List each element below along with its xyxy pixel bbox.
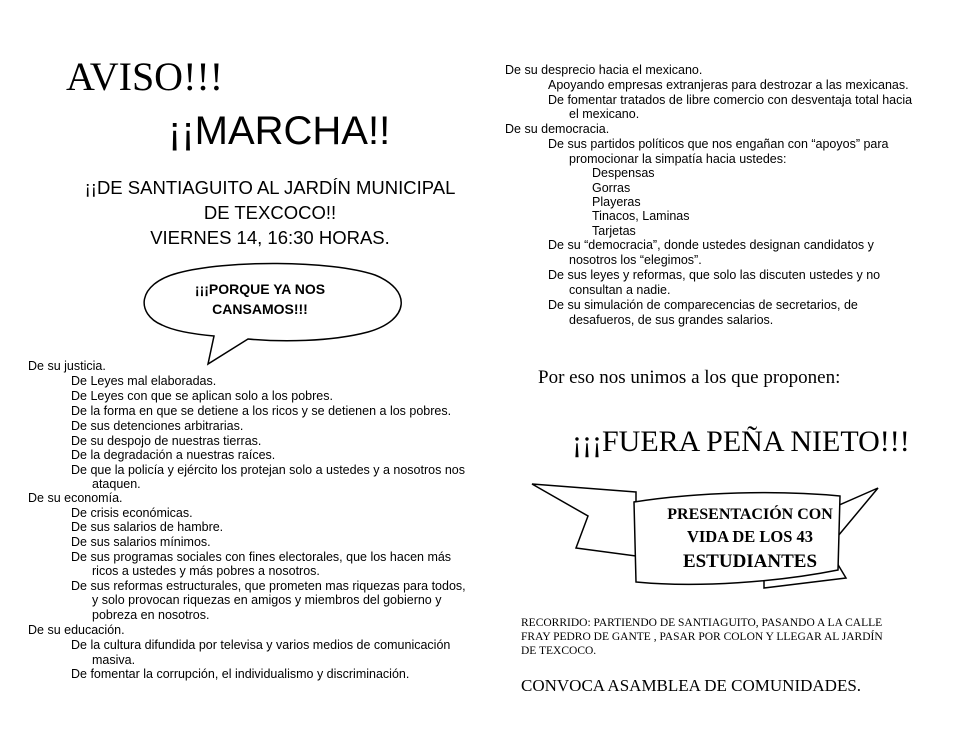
banner-line-1: PRESENTACIÓN CON bbox=[667, 506, 833, 523]
list-item: De que la policía y ejército los protejan solo a ustedes y a nosotros nos bbox=[71, 463, 465, 477]
fuera-heading: ¡¡¡FUERA PEÑA NIETO!!! bbox=[572, 425, 910, 458]
list-item: promocionar la simpatía hacia ustedes: bbox=[569, 152, 787, 166]
list-item: De fomentar tratados de libre comercio con desventaja total hacia bbox=[548, 93, 913, 107]
list-item: De sus salarios de hambre. bbox=[71, 520, 224, 534]
list-item: De Leyes con que se aplican solo a los pobres. bbox=[71, 389, 333, 403]
list-item: De la cultura difundida por televisa y varios medios de comunicación bbox=[71, 638, 451, 652]
recorrido-line-3: DE TEXCOCO. bbox=[521, 645, 597, 657]
por-eso-text: Por eso nos unimos a los que proponen: bbox=[538, 367, 841, 388]
list-item: De su educación. bbox=[28, 623, 125, 637]
route-line-3: VIERNES 14, 16:30 HORAS. bbox=[150, 227, 390, 248]
list-item: Apoyando empresas extranjeras para destrozar a las mexicanas. bbox=[548, 78, 909, 92]
list-item: De sus leyes y reformas, que solo las discuten ustedes y no bbox=[548, 268, 881, 282]
recorrido-line-2: FRAY PEDRO DE GANTE , PASAR POR COLON Y LLEGAR AL JARDÍN bbox=[521, 631, 883, 643]
route-line-1: ¡¡DE SANTIAGUITO AL JARDÍN MUNICIPAL bbox=[84, 177, 456, 198]
list-item: Despensas bbox=[592, 166, 655, 180]
list-item: De sus partidos políticos que nos engañan con “apoyos” para bbox=[548, 137, 889, 151]
list-item: De su democracia. bbox=[505, 122, 610, 136]
bubble-line-1: ¡¡¡PORQUE YA NOS bbox=[194, 281, 326, 297]
list-item: desafueros, de sus grandes salarios. bbox=[569, 313, 774, 327]
list-item: De fomentar la corrupción, el individualismo y discriminación. bbox=[71, 667, 410, 681]
aviso-heading: AVISO!!! bbox=[66, 54, 224, 99]
list-item: De su simulación de comparecencias de secretarios, de bbox=[548, 298, 858, 312]
list-item: De sus programas sociales con fines electorales, que los hacen más bbox=[71, 550, 452, 564]
list-item: De sus reformas estructurales, que prometen mas riquezas para todos, bbox=[71, 579, 466, 593]
list-item: masiva. bbox=[92, 653, 136, 667]
list-item: De sus salarios mínimos. bbox=[71, 535, 211, 549]
list-item: nosotros los “elegimos”. bbox=[569, 253, 702, 267]
list-item: el mexicano. bbox=[569, 107, 640, 121]
list-item: De Leyes mal elaboradas. bbox=[71, 374, 217, 388]
list-item: De sus detenciones arbitrarias. bbox=[71, 419, 244, 433]
list-item: De la degradación a nuestras raíces. bbox=[71, 448, 276, 462]
list-item: ricos a ustedes y más pobres a nosotros. bbox=[92, 564, 320, 578]
list-item: De su desprecio hacia el mexicano. bbox=[505, 63, 703, 77]
list-item: pobreza en nosotros. bbox=[92, 608, 210, 622]
list-item: Tinacos, Laminas bbox=[592, 209, 690, 223]
marcha-heading: ¡¡MARCHA!! bbox=[168, 109, 391, 153]
bubble-line-2: CANSAMOS!!! bbox=[212, 301, 308, 317]
list-item: Gorras bbox=[592, 181, 631, 195]
list-item: consultan a nadie. bbox=[569, 283, 671, 297]
list-item: De su despojo de nuestras tierras. bbox=[71, 434, 262, 448]
list-item: De crisis económicas. bbox=[71, 506, 193, 520]
list-item: De su economía. bbox=[28, 491, 123, 505]
convoca-text: CONVOCA ASAMBLEA DE COMUNIDADES. bbox=[521, 676, 862, 695]
banner-line-2: VIDA DE LOS 43 bbox=[686, 527, 814, 546]
list-item: ataquen. bbox=[92, 477, 141, 491]
list-item: Playeras bbox=[592, 195, 641, 209]
list-item: De la forma en que se detiene a los ricos y se detienen a los pobres. bbox=[71, 404, 452, 418]
list-item: Tarjetas bbox=[592, 224, 636, 238]
route-line-2: DE TEXCOCO!! bbox=[203, 202, 337, 223]
list-item: y solo provocan riquezas en amigos y miembros del gobierno y bbox=[92, 593, 442, 607]
list-item: De su justicia. bbox=[28, 359, 106, 373]
recorrido-line-1: RECORRIDO: PARTIENDO DE SANTIAGUITO, PASANDO A LA CALLE bbox=[521, 617, 883, 629]
banner-line-3: ESTUDIANTES bbox=[682, 551, 818, 572]
list-item: De su “democracia”, donde ustedes designan candidatos y bbox=[548, 238, 874, 252]
